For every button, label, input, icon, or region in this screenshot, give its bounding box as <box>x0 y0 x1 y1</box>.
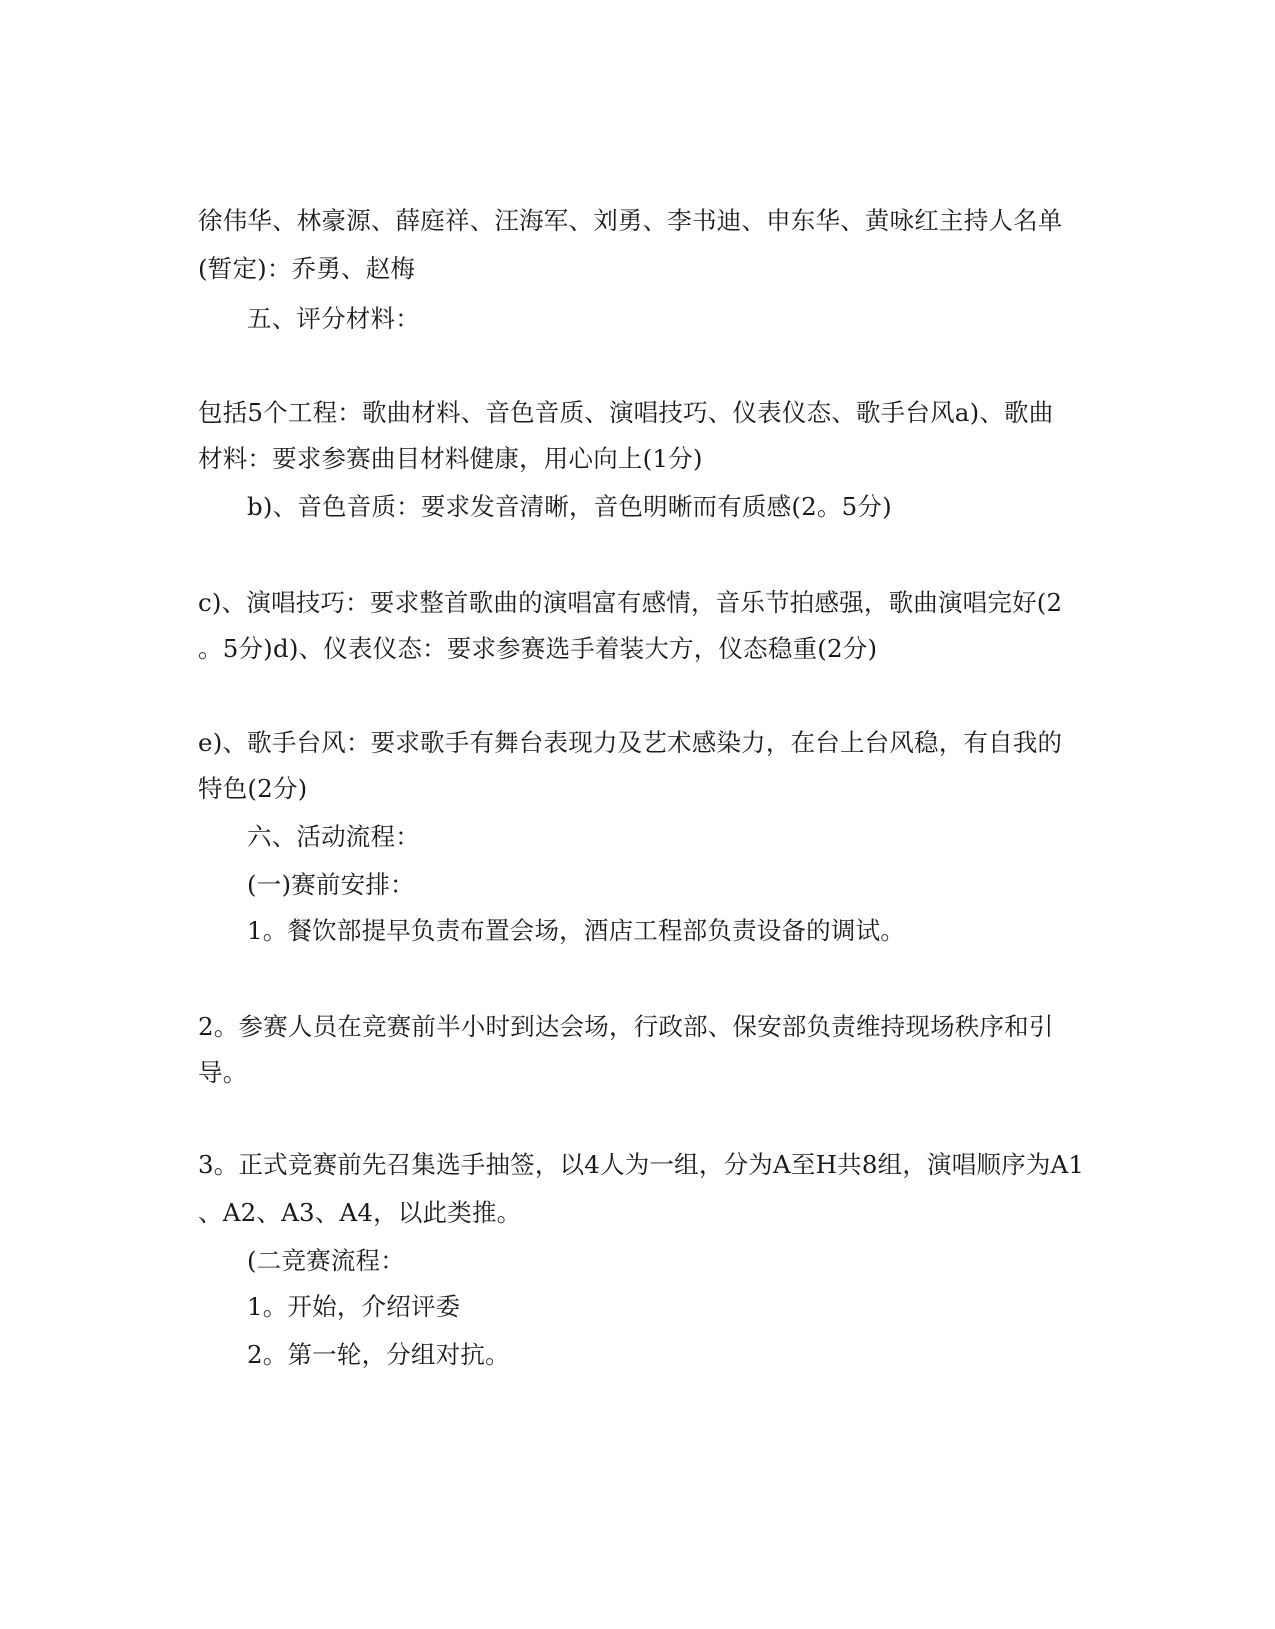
text-line: 包括5个工程：歌曲材料、音色音质、演唱技巧、仪表仪态、歌手台风a)、歌曲 <box>198 398 1054 427</box>
text-line: 1。餐饮部提早负责布置会场，酒店工程部负责设备的调试。 <box>247 916 905 945</box>
section-heading: 六、活动流程： <box>247 822 420 851</box>
text-line: 导。 <box>198 1058 248 1087</box>
text-line: 材料：要求参赛曲目材料健康，用心向上(1分) <box>198 444 703 473</box>
text-line: 3。正式竞赛前先召集选手抽签，以4人为一组，分为A至H共8组，演唱顺序为A1 <box>198 1150 1085 1179</box>
subsection-heading: (一)赛前安排： <box>247 870 415 899</box>
text-line: 特色(2分) <box>198 774 308 803</box>
text-line: (暂定)：乔勇、赵梅 <box>198 254 416 283</box>
text-line: 2。参赛人员在竞赛前半小时到达会场，行政部、保安部负责维持现场秩序和引 <box>198 1012 1054 1041</box>
text-line: 徐伟华、林豪源、薛庭祥、汪海军、刘勇、李书迪、申东华、黄咏红主持人名单 <box>198 206 1063 235</box>
subsection-heading: (二竞赛流程： <box>247 1246 405 1275</box>
text-line: c)、演唱技巧：要求整首歌曲的演唱富有感情，音乐节拍感强，歌曲演唱完好(2 <box>198 588 1063 617</box>
text-line: 。5分)d)、仪表仪态：要求参赛选手着装大方，仪态稳重(2分) <box>198 634 878 663</box>
text-line: b)、音色音质：要求发音清晰，音色明晰而有质感(2。5分) <box>247 492 892 521</box>
text-line: e)、歌手台风：要求歌手有舞台表现力及艺术感染力，在台上台风稳，有自我的 <box>198 728 1063 757</box>
text-line: 、A2、A3、A4，以此类推。 <box>198 1198 522 1227</box>
text-line: 2。第一轮，分组对抗。 <box>247 1340 510 1369</box>
section-heading: 五、评分材料： <box>247 304 420 333</box>
text-line: 1。开始，介绍评委 <box>247 1292 461 1321</box>
